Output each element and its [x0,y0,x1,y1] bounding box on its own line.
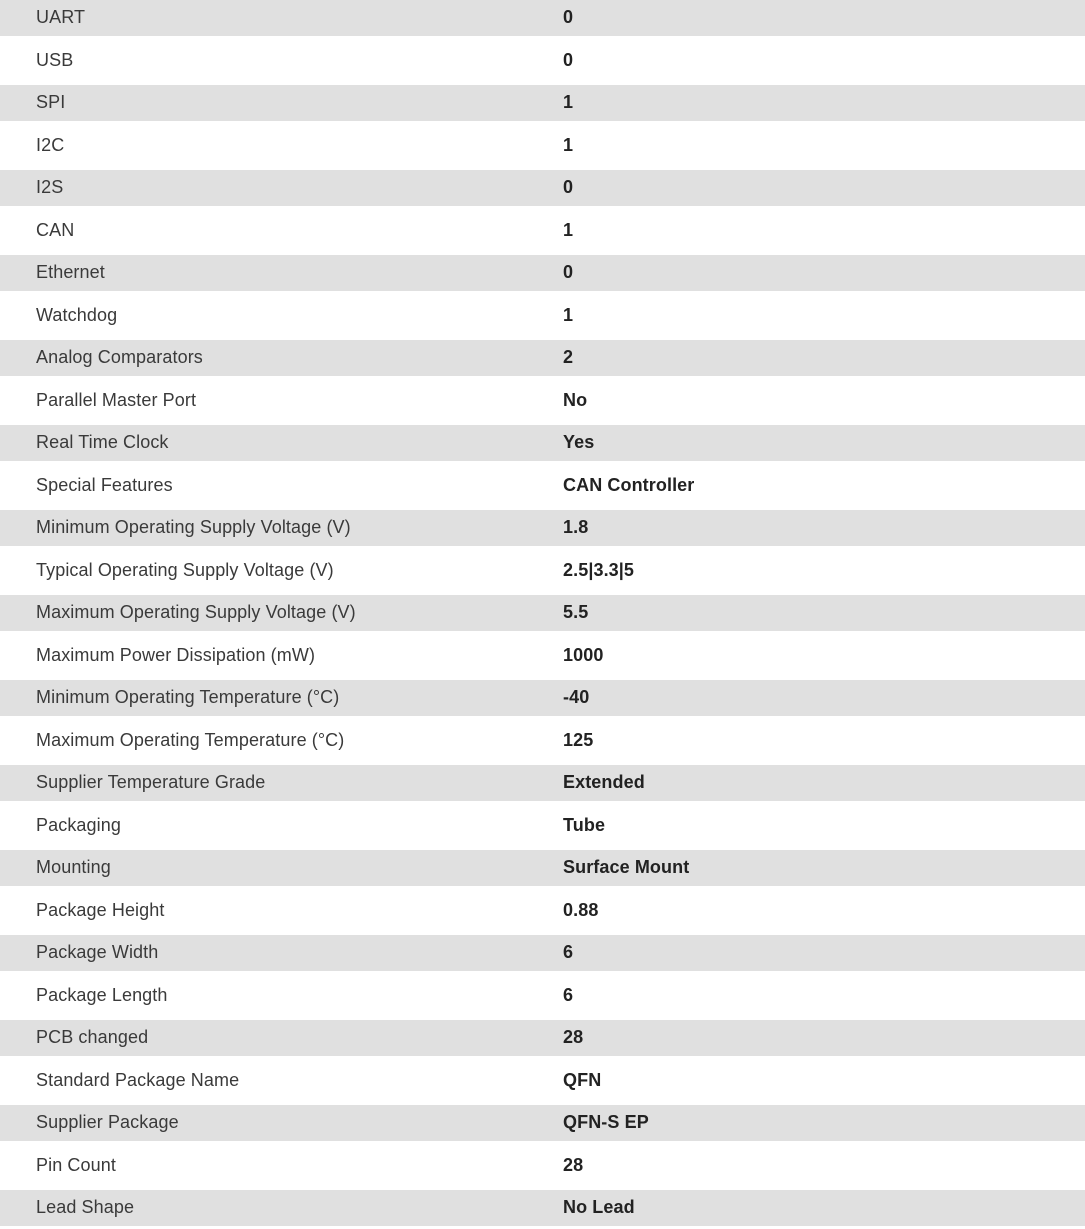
spec-row [0,43,1085,79]
spec-row [0,1020,1085,1056]
spec-value: 1 [563,219,574,240]
spec-value: 1 [563,134,574,155]
spec-value: 0 [563,177,574,198]
spec-value: 28 [563,1027,584,1048]
spec-value: QFN [563,1069,602,1090]
spec-row [0,723,1085,759]
spec-label: Watchdog [36,304,118,325]
spec-label: Parallel Master Port [36,389,197,410]
spec-label: Real Time Clock [36,432,169,453]
spec-value: 5.5 [563,602,589,623]
spec-row [0,595,1085,631]
spec-label: Supplier Temperature Grade [36,772,266,793]
spec-label: UART [36,7,86,28]
spec-label: CAN [36,219,75,240]
spec-row [0,510,1085,546]
spec-label: Package Height [36,899,165,920]
spec-value: No [563,389,588,410]
spec-value: No Lead [563,1197,635,1218]
spec-label: Special Features [36,474,173,495]
spec-value: 6 [563,984,574,1005]
spec-value: Extended [563,772,645,793]
spec-row [0,978,1085,1014]
spec-row [0,1190,1085,1226]
spec-value: -40 [563,687,590,708]
spec-label: I2S [36,177,64,198]
spec-row [0,468,1085,504]
spec-label: Mounting [36,857,111,878]
spec-label: Maximum Power Dissipation (mW) [36,644,316,665]
spec-value: QFN-S EP [563,1112,649,1133]
spec-value: 0.88 [563,899,599,920]
spec-row [0,170,1085,206]
spec-row [0,680,1085,716]
spec-value: 125 [563,729,594,750]
spec-value: Tube [563,814,606,835]
spec-row [0,425,1085,461]
spec-label: Maximum Operating Supply Voltage (V) [36,602,356,623]
spec-value: 1 [563,92,574,113]
spec-label: Maximum Operating Temperature (°C) [36,729,345,750]
spec-row [0,935,1085,971]
spec-row [0,765,1085,801]
spec-value: 6 [563,942,574,963]
spec-row [0,808,1085,844]
spec-row [0,128,1085,164]
spec-label: Packaging [36,814,121,835]
spec-label: Standard Package Name [36,1069,240,1090]
spec-value: 1 [563,304,574,325]
spec-row [0,850,1085,886]
spec-label: PCB changed [36,1027,149,1048]
spec-value: 1000 [563,644,604,665]
spec-label: USB [36,49,74,70]
spec-value: 1.8 [563,517,589,538]
spec-value: 2 [563,347,574,368]
spec-row [0,85,1085,121]
spec-label: Pin Count [36,1154,116,1175]
spec-row [0,340,1085,376]
spec-row [0,213,1085,249]
spec-label: Lead Shape [36,1197,135,1218]
spec-row [0,1105,1085,1141]
spec-label: Typical Operating Supply Voltage (V) [36,559,334,580]
spec-label: Ethernet [36,262,105,283]
spec-label: SPI [36,92,66,113]
spec-label: Minimum Operating Supply Voltage (V) [36,517,351,538]
spec-row [0,893,1085,929]
spec-row [0,638,1085,674]
spec-label: Package Length [36,984,168,1005]
spec-row [0,1148,1085,1184]
spec-label: Minimum Operating Temperature (°C) [36,687,340,708]
spec-value: 0 [563,7,574,28]
spec-row [0,553,1085,589]
spec-label: Analog Comparators [36,347,203,368]
spec-label: I2C [36,134,65,155]
spec-value: CAN Controller [563,474,695,495]
spec-row [0,383,1085,419]
spec-label: Supplier Package [36,1112,179,1133]
spec-row [0,298,1085,334]
spec-value: 2.5|3.3|5 [563,559,635,580]
spec-row [0,0,1085,36]
spec-value: 0 [563,262,574,283]
spec-value: Surface Mount [563,857,690,878]
spec-row [0,1063,1085,1099]
spec-value: 28 [563,1154,584,1175]
spec-value: Yes [563,432,595,453]
spec-row [0,255,1085,291]
spec-label: Package Width [36,942,159,963]
spec-value: 0 [563,49,574,70]
